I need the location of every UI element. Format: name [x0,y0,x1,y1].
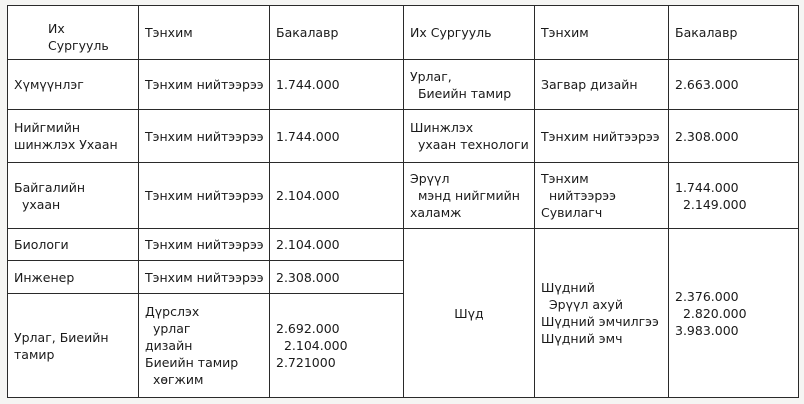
header-school-right: Их Сургууль [404,6,535,60]
table-row [8,110,799,163]
fee-cell: 2.308.000 [669,110,799,163]
dept-cell: Шүдний Эрүүл ахуй Шүдний эмчилгээ Шүдний эмч [535,229,669,398]
dept-cell: Тэнхим нийтээрээ [139,110,270,163]
fee-cell: 2.663.000 [669,60,799,110]
school-cell: Хүмүүнлэг [8,60,139,110]
school-cell: Урлаг, Биеийн тамир [8,294,139,398]
fee-cell: 2.104.000 [270,229,404,261]
dept-cell: Тэнхим нийтээрээ [139,261,270,294]
tuition-table [7,5,799,398]
school-cell: Шинжлэх ухаан технологи [404,110,535,163]
dept-cell: Тэнхим нийтээрээ Сувилагч [535,163,669,229]
dept-cell: Тэнхим нийтээрээ [139,60,270,110]
school-cell: Биологи [8,229,139,261]
school-cell: Эрүүл мэнд нийгмийн халамж [404,163,535,229]
dept-cell: Тэнхим нийтээрээ [139,229,270,261]
header-bachelor-right: Бакалавр [669,6,799,60]
dept-cell: Тэнхим нийтээрээ [535,110,669,163]
header-dept-right: Тэнхим [535,6,669,60]
school-cell: Инженер [8,261,139,294]
header-dept-left: Тэнхим [139,6,270,60]
dept-cell: Дүрслэх урлаг дизайн Биеийн тамир хөгжим [139,294,270,398]
dept-cell: Тэнхим нийтээрээ [139,163,270,229]
school-cell: Байгалийн ухаан [8,163,139,229]
fee-cell: 2.376.000 2.820.000 3.983.000 [669,229,799,398]
fee-cell: 1.744.000 [270,110,404,163]
header-bachelor-left: Бакалавр [270,6,404,60]
header-school-left: Их Сургууль [8,6,139,60]
fee-cell: 2.308.000 [270,261,404,294]
fee-cell: 2.692.000 2.104.000 2.721000 [270,294,404,398]
header-row [8,6,799,60]
fee-cell: 1.744.000 2.149.000 [669,163,799,229]
school-cell: Шүд [404,229,535,398]
school-cell: Нийгмийн шинжлэх Ухаан [8,110,139,163]
dept-cell: Загвар дизайн [535,60,669,110]
table-row [8,60,799,110]
fee-cell: 1.744.000 [270,60,404,110]
table-row [8,163,799,229]
school-cell: Урлаг, Биеийн тамир [404,60,535,110]
table-row [8,229,799,261]
fee-cell: 2.104.000 [270,163,404,229]
